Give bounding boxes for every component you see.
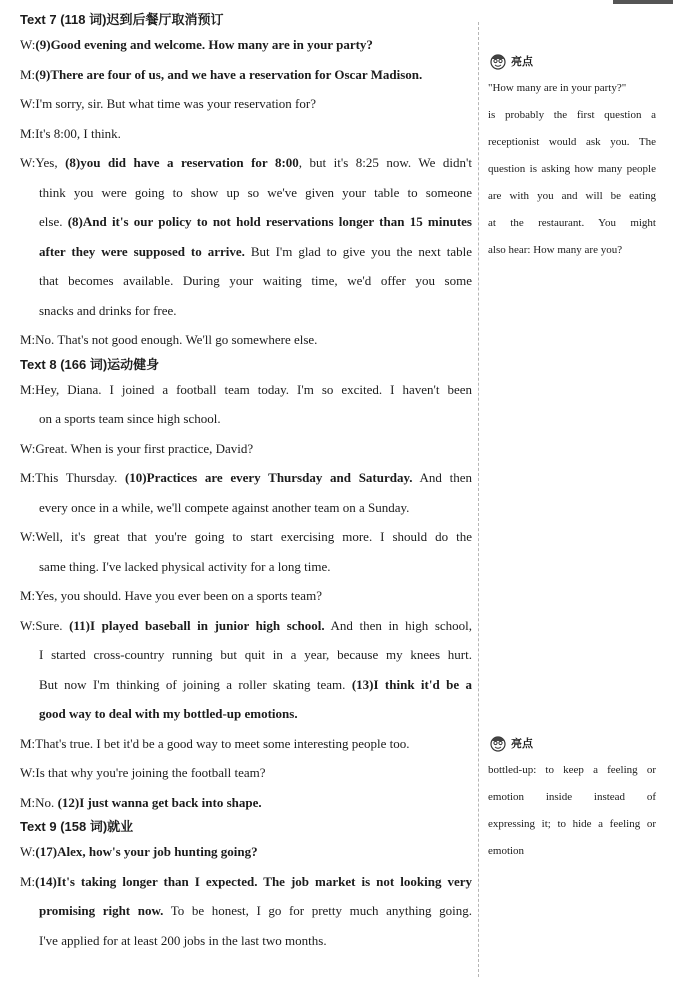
dialogue-text: same thing. I've lacked physical activity for a long time. bbox=[39, 558, 331, 574]
answer-highlight-text: (17)Alex, how's your job hunting going? bbox=[35, 844, 258, 859]
side-note-line: receptionist would ask you. The bbox=[488, 136, 656, 148]
dialogue-text: But now I'm thinking of joining a roller skating team. bbox=[39, 676, 352, 692]
dialogue-line bbox=[20, 119, 472, 149]
answer-highlight-text: after they were supposed to arrive. bbox=[39, 243, 245, 259]
side-note-line: expressing it; to hide a feeling or bbox=[488, 818, 656, 830]
dialogue-text: W:Sure. bbox=[20, 617, 70, 633]
side-note-line: are with you and will be eating bbox=[488, 190, 656, 202]
dialogue-line bbox=[20, 867, 472, 897]
side-note-heading: 亮点 bbox=[511, 56, 533, 68]
dialogue-text: And then in high school, bbox=[324, 617, 473, 633]
dialogue-line bbox=[20, 463, 472, 493]
dialogue-line bbox=[20, 178, 472, 208]
dialogue-line bbox=[20, 148, 472, 178]
dialogue-text: M:That's true. I bet it'd be a good way to meet some interesting people too. bbox=[20, 735, 410, 751]
dialogue-line bbox=[20, 404, 472, 434]
dialogue-text: M:Hey, Diana. I joined a football team today. I'm so excited. I haven't been bbox=[20, 381, 472, 397]
dialogue-text: W:Well, it's great that you're going to start exercising more. I should do the bbox=[20, 529, 472, 544]
side-note-line: is probably the first question a bbox=[488, 109, 656, 121]
dialogue-line bbox=[20, 522, 472, 552]
dialogue-line bbox=[20, 837, 472, 867]
dialogue-line bbox=[20, 788, 472, 818]
transcript-column bbox=[20, 10, 472, 955]
dialogue-line bbox=[20, 699, 472, 729]
dialogue-text: W: bbox=[20, 844, 36, 859]
dialogue-text: W:I'm sorry, sir. But what time was your reservation for? bbox=[20, 96, 316, 111]
dialogue-text: snacks and drinks for free. bbox=[39, 302, 177, 318]
side-note-line: bottled-up: to keep a feeling or bbox=[488, 764, 656, 776]
dialogue-line bbox=[20, 729, 472, 759]
side-note-line: emotion inside instead of bbox=[488, 791, 656, 803]
answer-highlight-text: good way to deal with my bottled-up emotions. bbox=[39, 706, 298, 721]
dialogue-line bbox=[20, 640, 472, 670]
section-title: Text 9 (158 词)就业 bbox=[20, 819, 134, 834]
side-note-highlight-2 bbox=[488, 731, 656, 865]
dialogue-line bbox=[20, 296, 472, 326]
answer-highlight-text: (9)Good evening and welcome. How many are in your party? bbox=[35, 37, 373, 52]
dialogue-text: M:This Thursday. bbox=[20, 470, 125, 485]
dialogue-line bbox=[20, 611, 472, 641]
dialogue-line bbox=[20, 325, 472, 355]
dialogue-text: M:No. bbox=[20, 794, 58, 810]
dialogue-line bbox=[20, 670, 472, 700]
dialogue-text: M: bbox=[20, 66, 36, 82]
dialogue-line bbox=[20, 89, 472, 119]
dialogue-text: W:Yes, bbox=[20, 155, 66, 170]
dialogue-text: M:Yes, you should. Have you ever been on a sports team? bbox=[20, 588, 322, 603]
side-note-line: at the restaurant. You might bbox=[488, 217, 656, 229]
dialogue-line bbox=[20, 266, 472, 296]
side-note-line: emotion bbox=[488, 845, 525, 857]
answer-highlight-text: (11)I played baseball in junior high school. bbox=[69, 617, 325, 633]
side-note-line: "How many are in your party?" bbox=[488, 82, 627, 94]
dialogue-line bbox=[20, 926, 472, 956]
dialogue-text: M:It's 8:00, I think. bbox=[20, 125, 121, 141]
answer-highlight-text: (8)And it's our policy to not hold reservations longer than 15 minutes bbox=[67, 214, 472, 229]
cartoon-face-icon bbox=[488, 51, 508, 71]
side-note-line: question is asking how many people bbox=[488, 163, 656, 175]
dialogue-text: I started cross-country running but quit in a year, because my knees hurt. bbox=[39, 647, 472, 662]
dialogue-line bbox=[20, 581, 472, 611]
dialogue-line bbox=[20, 375, 472, 405]
side-note-header bbox=[488, 49, 656, 73]
answer-highlight-text: (14)It's taking longer than I expected. The job market is not looking very bbox=[35, 873, 472, 889]
answer-highlight-text: (10)Practices are every Thursday and Saturday. bbox=[124, 470, 413, 485]
dialogue-text: else. bbox=[39, 214, 68, 229]
dialogue-line bbox=[20, 207, 472, 237]
page-corner-mark bbox=[613, 0, 673, 4]
dialogue-line bbox=[20, 30, 472, 60]
dialogue-line bbox=[20, 758, 472, 788]
section-title: Text 8 (166 词)运动健身 bbox=[20, 356, 160, 372]
dialogue-text: M: bbox=[20, 873, 36, 889]
dialogue-text: I've applied for at least 200 jobs in the last two months. bbox=[39, 932, 327, 948]
dialogue-text: think you were going to show up so we've given your table to someone bbox=[39, 184, 472, 200]
dialogue-text: every once in a while, we'll compete against another team on a Sunday. bbox=[39, 499, 410, 515]
dialogue-text: on a sports team since high school. bbox=[39, 411, 221, 426]
answer-highlight-text: promising right now. bbox=[39, 903, 164, 918]
dialogue-line bbox=[20, 493, 472, 523]
column-divider bbox=[478, 22, 479, 977]
dialogue-line bbox=[20, 434, 472, 464]
dialogue-line bbox=[20, 552, 472, 582]
dialogue-line bbox=[20, 60, 472, 90]
answer-highlight-text: (9)There are four of us, and we have a reservation for Oscar Madison. bbox=[35, 66, 423, 82]
dialogue-text: M:No. That's not good enough. We'll go somewhere else. bbox=[20, 332, 318, 347]
section-title: Text 7 (118 词)迟到后餐厅取消预订 bbox=[20, 12, 224, 27]
side-note-header bbox=[488, 731, 656, 755]
dialogue-line bbox=[20, 896, 472, 926]
answer-highlight-text: (12)I just wanna get back into shape. bbox=[57, 794, 262, 810]
dialogue-text: W: bbox=[20, 37, 36, 52]
dialogue-text: , but it's 8:25 now. We didn't bbox=[298, 155, 472, 170]
dialogue-text: But I'm glad to give you the next table bbox=[244, 243, 472, 259]
dialogue-text: W:Great. When is your first practice, David? bbox=[20, 440, 254, 456]
dialogue-line bbox=[20, 237, 472, 267]
answer-highlight-text: (13)I think it'd be a bbox=[351, 676, 472, 692]
dialogue-text: To be honest, I go for pretty much anything going. bbox=[163, 903, 473, 918]
dialogue-text: W:Is that why you're joining the football team? bbox=[20, 765, 266, 780]
side-note-heading: 亮点 bbox=[511, 738, 533, 750]
side-note-highlight-1 bbox=[488, 49, 656, 264]
answer-highlight-text: (8)you did have a reservation for 8:00 bbox=[65, 155, 299, 170]
dialogue-text: that becomes available. During your waiting time, we'd offer you some bbox=[39, 273, 472, 288]
dialogue-text: And then bbox=[412, 470, 472, 485]
side-note-line: also hear: How many are you? bbox=[488, 244, 623, 256]
cartoon-face-icon bbox=[488, 733, 508, 753]
